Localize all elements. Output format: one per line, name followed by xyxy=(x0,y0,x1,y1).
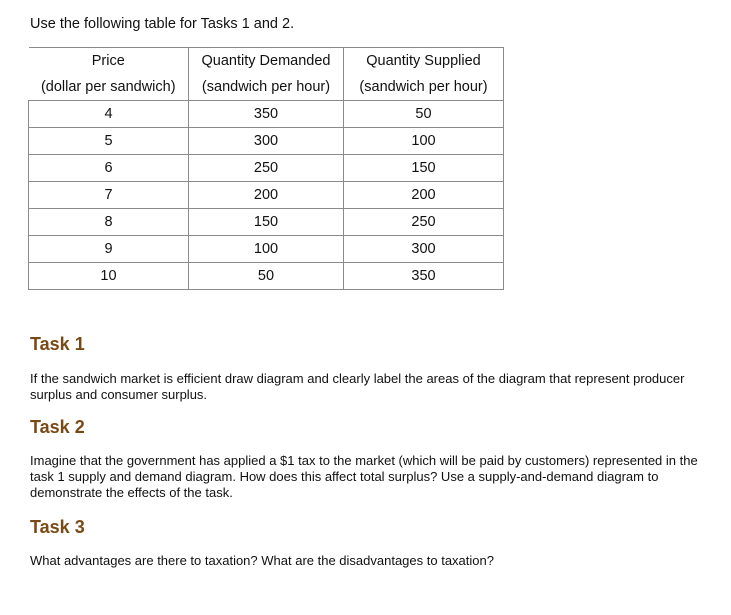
quantity-supplied-unit: (sandwich per hour) xyxy=(344,74,504,101)
price-unit: (dollar per sandwich) xyxy=(40,79,176,95)
task-3-heading: Task 3 xyxy=(30,517,85,537)
table-row xyxy=(29,236,504,263)
quantity-demanded-cell: 200 xyxy=(189,182,344,209)
price-cell: 5 xyxy=(29,128,189,155)
table-row xyxy=(29,182,504,209)
price-cell: 8 xyxy=(29,209,189,236)
task-2-text: Imagine that the government has applied a $1 tax to the market (which will be paid by customers) represented in the task 1 supply and demand diagram. How does this affect total surplus? Use a supply-and-demand diagram to demonstrate the effects of the task. xyxy=(30,453,698,500)
quantity-supplied-cell: 50 xyxy=(344,101,504,128)
quantity-demanded-unit: (sandwich per hour) xyxy=(189,74,344,101)
price-cell: 7 xyxy=(29,182,189,209)
quantity-demanded-cell: 100 xyxy=(189,236,344,263)
table-row xyxy=(29,101,504,128)
table-row xyxy=(29,209,504,236)
quantity-supplied-cell: 300 xyxy=(344,236,504,263)
price-cell: 6 xyxy=(29,155,189,182)
task-1-text: If the sandwich market is efficient draw diagram and clearly label the areas of the diagram that represent producer surplus and consumer surplus. xyxy=(30,371,685,402)
quantity-supplied-cell: 350 xyxy=(344,263,504,290)
task-2-heading: Task 2 xyxy=(30,417,85,437)
table-row xyxy=(29,263,504,290)
quantity-supplied-cell: 100 xyxy=(344,128,504,155)
task-1-heading: Task 1 xyxy=(30,334,85,354)
task-3-text: What advantages are there to taxation? What are the disadvantages to taxation? xyxy=(30,553,494,568)
price-cell: 10 xyxy=(29,263,189,290)
table-header-units-row xyxy=(29,74,504,101)
table-row xyxy=(29,155,504,182)
quantity-demanded-cell: 300 xyxy=(189,128,344,155)
quantity-supplied-cell: 200 xyxy=(344,182,504,209)
quantity-demanded-cell: 150 xyxy=(189,209,344,236)
price-cell: 9 xyxy=(29,236,189,263)
quantity-supplied-cell: 150 xyxy=(344,155,504,182)
quantity-supplied-cell: 250 xyxy=(344,209,504,236)
price-header: Price xyxy=(29,48,189,75)
table-row xyxy=(29,128,504,155)
quantity-demanded-cell: 250 xyxy=(189,155,344,182)
quantity-demanded-cell: 50 xyxy=(189,263,344,290)
price-quantity-table xyxy=(28,47,504,290)
quantity-supplied-header: Quantity Supplied xyxy=(344,48,504,75)
quantity-demanded-cell: 350 xyxy=(189,101,344,128)
table-header-row xyxy=(29,48,504,75)
price-cell: 4 xyxy=(29,101,189,128)
quantity-demanded-header: Quantity Demanded xyxy=(189,48,344,75)
intro-text: Use the following table for Tasks 1 and 2. xyxy=(30,16,295,32)
